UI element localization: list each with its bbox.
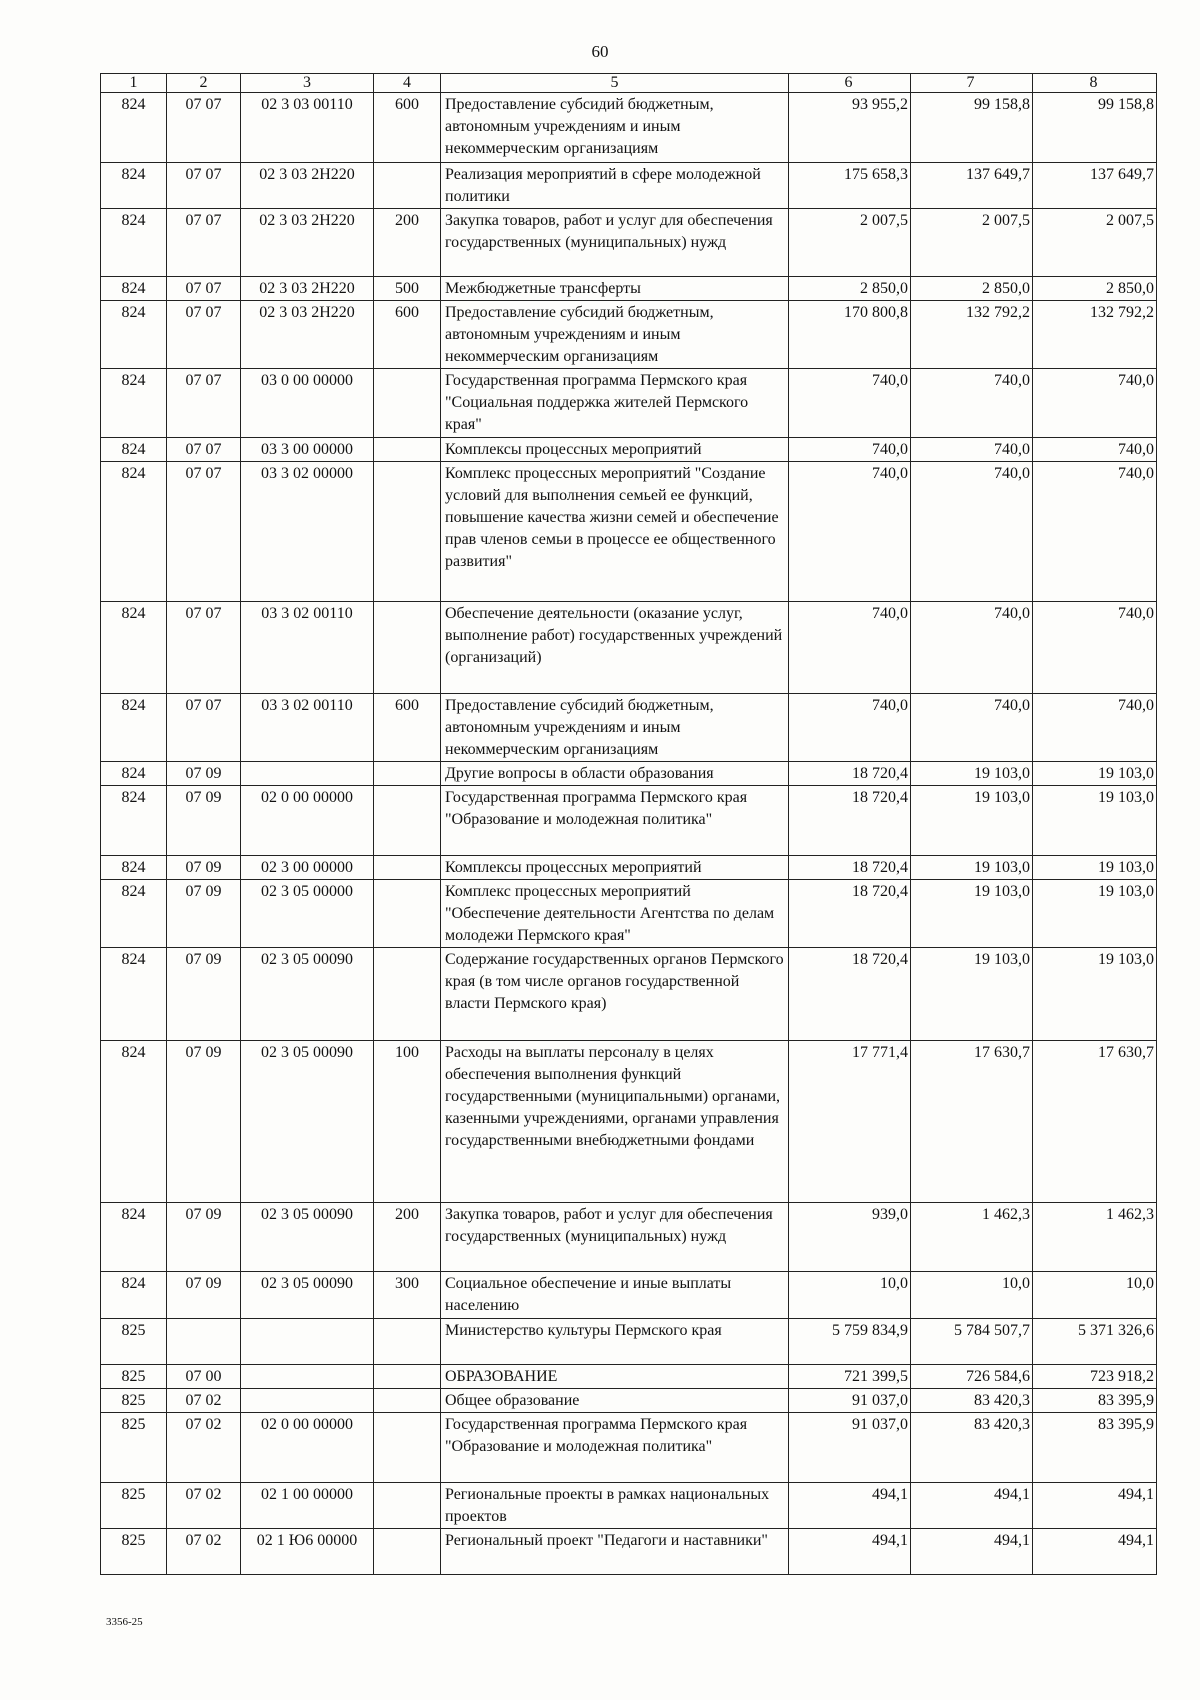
table-row [101,1319,1157,1365]
amount-year1-cell: 17 771,4 [789,1041,911,1203]
target-article-cell: 03 3 02 00000 [241,462,374,602]
recipient-code-cell: 824 [101,602,167,694]
amount-year1-cell: 5 759 834,9 [789,1319,911,1365]
recipient-code-cell: 824 [101,1203,167,1272]
expense-type-cell [374,1413,441,1483]
recipient-code-cell: 824 [101,694,167,762]
amount-year3-cell: 494,1 [1033,1483,1157,1529]
expense-type-cell [374,880,441,948]
target-article-cell: 02 1 00 00000 [241,1483,374,1529]
target-article-cell: 03 0 00 00000 [241,369,374,438]
amount-year1-cell: 18 720,4 [789,762,911,786]
target-article-cell: 02 3 03 2Н220 [241,163,374,209]
amount-year1-cell: 175 658,3 [789,163,911,209]
amount-year1-cell: 91 037,0 [789,1413,911,1483]
column-header: 8 [1033,74,1157,93]
budget-table [100,73,1157,1575]
amount-year2-cell: 2 007,5 [911,209,1033,277]
description-cell: ОБРАЗОВАНИЕ [441,1365,789,1389]
target-article-cell: 02 3 05 00090 [241,1272,374,1319]
expense-type-cell: 100 [374,1041,441,1203]
target-article-cell: 03 3 02 00110 [241,602,374,694]
recipient-code-cell: 824 [101,277,167,301]
recipient-code-cell: 824 [101,1272,167,1319]
column-header: 2 [167,74,241,93]
target-article-cell: 02 3 00 00000 [241,856,374,880]
column-header: 6 [789,74,911,93]
target-article-cell: 02 1 Ю6 00000 [241,1529,374,1575]
recipient-code-cell: 824 [101,462,167,602]
amount-year3-cell: 2 007,5 [1033,209,1157,277]
amount-year3-cell: 19 103,0 [1033,948,1157,1041]
amount-year3-cell: 137 649,7 [1033,163,1157,209]
amount-year2-cell: 19 103,0 [911,856,1033,880]
expense-type-cell: 200 [374,209,441,277]
target-article-cell: 02 0 00 00000 [241,786,374,856]
amount-year1-cell: 740,0 [789,602,911,694]
amount-year3-cell: 83 395,9 [1033,1413,1157,1483]
amount-year1-cell: 170 800,8 [789,301,911,369]
table-row [101,1483,1157,1529]
amount-year2-cell: 17 630,7 [911,1041,1033,1203]
table-row [101,93,1157,163]
target-article-cell: 02 3 03 2Н220 [241,301,374,369]
expense-type-cell: 600 [374,93,441,163]
table-row [101,694,1157,762]
recipient-code-cell: 825 [101,1365,167,1389]
table-row [101,462,1157,602]
description-cell: Предоставление субсидий бюджетным, автономным учреждениям и иным некоммерческим организациям [441,93,789,163]
recipient-code-cell: 824 [101,762,167,786]
section-code-cell: 07 09 [167,786,241,856]
section-code-cell: 07 09 [167,762,241,786]
amount-year3-cell: 19 103,0 [1033,786,1157,856]
amount-year2-cell: 137 649,7 [911,163,1033,209]
recipient-code-cell: 824 [101,880,167,948]
expense-type-cell [374,856,441,880]
amount-year2-cell: 5 784 507,7 [911,1319,1033,1365]
table-row [101,369,1157,438]
recipient-code-cell: 824 [101,301,167,369]
amount-year3-cell: 19 103,0 [1033,762,1157,786]
recipient-code-cell: 825 [101,1389,167,1413]
amount-year3-cell: 5 371 326,6 [1033,1319,1157,1365]
amount-year1-cell: 494,1 [789,1483,911,1529]
description-cell: Государственная программа Пермского края "Социальная поддержка жителей Пермского края" [441,369,789,438]
amount-year2-cell: 740,0 [911,602,1033,694]
recipient-code-cell: 824 [101,786,167,856]
target-article-cell: 02 3 03 00110 [241,93,374,163]
amount-year1-cell: 18 720,4 [789,948,911,1041]
table-row [101,602,1157,694]
expense-type-cell [374,1389,441,1413]
description-cell: Региональные проекты в рамках национальных проектов [441,1483,789,1529]
expense-type-cell: 500 [374,277,441,301]
table-row [101,948,1157,1041]
amount-year3-cell: 17 630,7 [1033,1041,1157,1203]
expense-type-cell [374,786,441,856]
section-code-cell: 07 00 [167,1365,241,1389]
section-code-cell: 07 09 [167,856,241,880]
description-cell: Закупка товаров, работ и услуг для обеспечения государственных (муниципальных) нужд [441,1203,789,1272]
amount-year1-cell: 740,0 [789,369,911,438]
amount-year2-cell: 2 850,0 [911,277,1033,301]
description-cell: Государственная программа Пермского края "Образование и молодежная политика" [441,1413,789,1483]
description-cell: Другие вопросы в области образования [441,762,789,786]
target-article-cell [241,1365,374,1389]
target-article-cell: 02 0 00 00000 [241,1413,374,1483]
amount-year1-cell: 721 399,5 [789,1365,911,1389]
target-article-cell: 02 3 05 00090 [241,1041,374,1203]
amount-year2-cell: 1 462,3 [911,1203,1033,1272]
description-cell: Расходы на выплаты персоналу в целях обеспечения выполнения функций государственными (муниципальными) органами, казенными учреждениями, органами управления государственными внебюджетными фондами [441,1041,789,1203]
amount-year3-cell: 494,1 [1033,1529,1157,1575]
section-code-cell: 07 09 [167,1272,241,1319]
section-code-cell: 07 07 [167,602,241,694]
amount-year3-cell: 740,0 [1033,462,1157,602]
recipient-code-cell: 825 [101,1319,167,1365]
section-code-cell: 07 02 [167,1389,241,1413]
column-header: 3 [241,74,374,93]
expense-type-cell: 600 [374,301,441,369]
section-code-cell: 07 02 [167,1529,241,1575]
target-article-cell [241,762,374,786]
recipient-code-cell: 825 [101,1413,167,1483]
section-code-cell: 07 07 [167,462,241,602]
section-code-cell: 07 07 [167,301,241,369]
amount-year3-cell: 1 462,3 [1033,1203,1157,1272]
section-code-cell: 07 02 [167,1413,241,1483]
section-code-cell: 07 07 [167,438,241,462]
amount-year3-cell: 740,0 [1033,369,1157,438]
description-cell: Социальное обеспечение и иные выплаты населению [441,1272,789,1319]
recipient-code-cell: 824 [101,856,167,880]
amount-year2-cell: 494,1 [911,1529,1033,1575]
description-cell: Закупка товаров, работ и услуг для обеспечения государственных (муниципальных) нужд [441,209,789,277]
recipient-code-cell: 824 [101,163,167,209]
section-code-cell: 07 07 [167,369,241,438]
amount-year3-cell: 83 395,9 [1033,1389,1157,1413]
amount-year1-cell: 740,0 [789,438,911,462]
amount-year2-cell: 740,0 [911,694,1033,762]
recipient-code-cell: 824 [101,438,167,462]
amount-year1-cell: 2 850,0 [789,277,911,301]
table-row [101,1041,1157,1203]
description-cell: Общее образование [441,1389,789,1413]
amount-year3-cell: 99 158,8 [1033,93,1157,163]
table-row [101,163,1157,209]
amount-year1-cell: 2 007,5 [789,209,911,277]
table-row [101,1272,1157,1319]
expense-type-cell [374,1319,441,1365]
expense-type-cell [374,369,441,438]
expense-type-cell: 200 [374,1203,441,1272]
column-header: 1 [101,74,167,93]
amount-year3-cell: 723 918,2 [1033,1365,1157,1389]
amount-year1-cell: 740,0 [789,694,911,762]
expense-type-cell [374,438,441,462]
amount-year2-cell: 83 420,3 [911,1413,1033,1483]
expense-type-cell [374,762,441,786]
section-code-cell: 07 02 [167,1483,241,1529]
description-cell: Министерство культуры Пермского края [441,1319,789,1365]
expense-type-cell [374,1365,441,1389]
column-header: 7 [911,74,1033,93]
amount-year2-cell: 83 420,3 [911,1389,1033,1413]
amount-year3-cell: 2 850,0 [1033,277,1157,301]
table-row [101,1413,1157,1483]
amount-year2-cell: 726 584,6 [911,1365,1033,1389]
recipient-code-cell: 824 [101,948,167,1041]
target-article-cell: 02 3 05 00090 [241,1203,374,1272]
expense-type-cell [374,948,441,1041]
description-cell: Предоставление субсидий бюджетным, автономным учреждениям и иным некоммерческим организациям [441,301,789,369]
amount-year2-cell: 740,0 [911,438,1033,462]
section-code-cell: 07 07 [167,694,241,762]
recipient-code-cell: 824 [101,93,167,163]
recipient-code-cell: 824 [101,1041,167,1203]
expense-type-cell [374,1529,441,1575]
target-article-cell: 03 3 00 00000 [241,438,374,462]
table-row [101,209,1157,277]
table-row [101,301,1157,369]
amount-year2-cell: 19 103,0 [911,880,1033,948]
amount-year3-cell: 740,0 [1033,694,1157,762]
amount-year3-cell: 19 103,0 [1033,856,1157,880]
expense-type-cell: 600 [374,694,441,762]
recipient-code-cell: 824 [101,209,167,277]
amount-year2-cell: 740,0 [911,462,1033,602]
expense-type-cell [374,462,441,602]
expense-type-cell: 300 [374,1272,441,1319]
amount-year1-cell: 494,1 [789,1529,911,1575]
column-header: 4 [374,74,441,93]
target-article-cell: 02 3 05 00000 [241,880,374,948]
section-code-cell: 07 09 [167,1041,241,1203]
description-cell: Реализация мероприятий в сфере молодежной политики [441,163,789,209]
page-number: 60 [591,42,609,61]
amount-year1-cell: 93 955,2 [789,93,911,163]
section-code-cell: 07 07 [167,93,241,163]
amount-year2-cell: 19 103,0 [911,762,1033,786]
description-cell: Региональный проект "Педагоги и наставники" [441,1529,789,1575]
amount-year1-cell: 91 037,0 [789,1389,911,1413]
description-cell: Содержание государственных органов Пермского края (в том числе органов государственной власти Пермского края) [441,948,789,1041]
section-code-cell: 07 09 [167,880,241,948]
column-header: 5 [441,74,789,93]
description-cell: Государственная программа Пермского края "Образование и молодежная политика" [441,786,789,856]
table-row [101,438,1157,462]
section-code-cell: 07 07 [167,163,241,209]
description-cell: Комплексы процессных мероприятий [441,856,789,880]
table-row [101,1389,1157,1413]
target-article-cell: 03 3 02 00110 [241,694,374,762]
description-cell: Комплексы процессных мероприятий [441,438,789,462]
table-row [101,1203,1157,1272]
amount-year2-cell: 494,1 [911,1483,1033,1529]
table-body [101,93,1157,1575]
table-row [101,762,1157,786]
section-code-cell: 07 09 [167,1203,241,1272]
table-row [101,1529,1157,1575]
amount-year2-cell: 740,0 [911,369,1033,438]
amount-year2-cell: 132 792,2 [911,301,1033,369]
amount-year3-cell: 10,0 [1033,1272,1157,1319]
table-header-row [101,74,1157,93]
section-code-cell: 07 07 [167,209,241,277]
amount-year1-cell: 10,0 [789,1272,911,1319]
amount-year3-cell: 740,0 [1033,438,1157,462]
target-article-cell: 02 3 03 2Н220 [241,277,374,301]
table-row [101,786,1157,856]
amount-year1-cell: 18 720,4 [789,880,911,948]
amount-year1-cell: 18 720,4 [789,786,911,856]
target-article-cell [241,1319,374,1365]
expense-type-cell [374,1483,441,1529]
expense-type-cell [374,163,441,209]
amount-year2-cell: 19 103,0 [911,948,1033,1041]
description-cell: Обеспечение деятельности (оказание услуг, выполнение работ) государственных учреждений (организаций) [441,602,789,694]
section-code-cell [167,1319,241,1365]
table-row [101,856,1157,880]
table-row [101,277,1157,301]
amount-year3-cell: 132 792,2 [1033,301,1157,369]
table-row [101,880,1157,948]
recipient-code-cell: 824 [101,369,167,438]
recipient-code-cell: 825 [101,1483,167,1529]
amount-year1-cell: 18 720,4 [789,856,911,880]
table-row [101,1365,1157,1389]
amount-year3-cell: 740,0 [1033,602,1157,694]
amount-year1-cell: 740,0 [789,462,911,602]
amount-year2-cell: 99 158,8 [911,93,1033,163]
section-code-cell: 07 09 [167,948,241,1041]
description-cell: Предоставление субсидий бюджетным, автономным учреждениям и иным некоммерческим организациям [441,694,789,762]
amount-year2-cell: 19 103,0 [911,786,1033,856]
description-cell: Комплекс процессных мероприятий "Создание условий для выполнения семьей ее функций, повышение качества жизни семей и обеспечение прав членов семьи в процессе ее общественного развития" [441,462,789,602]
target-article-cell: 02 3 03 2Н220 [241,209,374,277]
target-article-cell: 02 3 05 00090 [241,948,374,1041]
amount-year1-cell: 939,0 [789,1203,911,1272]
description-cell: Комплекс процессных мероприятий "Обеспечение деятельности Агентства по делам молодежи Пермского края" [441,880,789,948]
target-article-cell [241,1389,374,1413]
footer-code: 3356-25 [106,1616,143,1628]
expense-type-cell [374,602,441,694]
amount-year2-cell: 10,0 [911,1272,1033,1319]
amount-year3-cell: 19 103,0 [1033,880,1157,948]
description-cell: Межбюджетные трансферты [441,277,789,301]
section-code-cell: 07 07 [167,277,241,301]
recipient-code-cell: 825 [101,1529,167,1575]
